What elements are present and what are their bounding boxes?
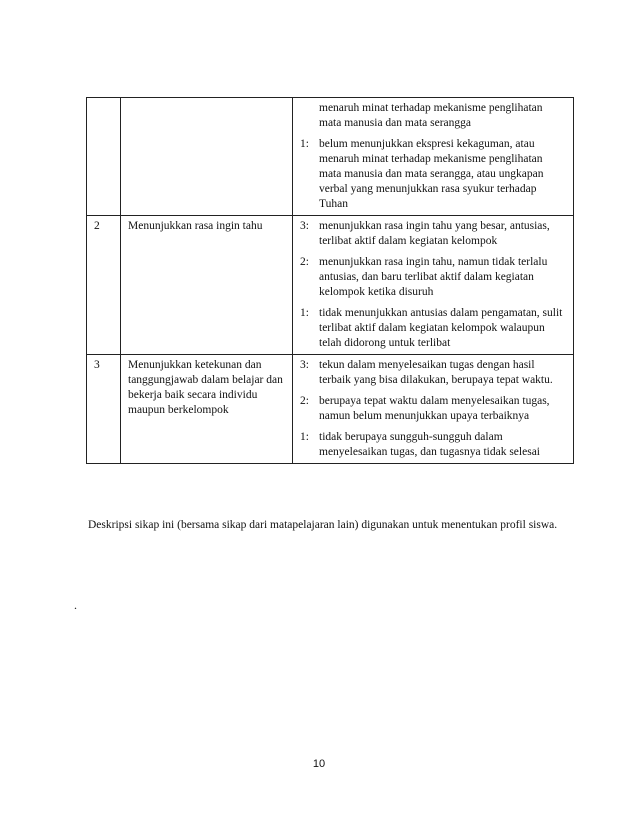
criteria-cell xyxy=(293,98,574,216)
criteria-item xyxy=(300,137,567,212)
rubric-table xyxy=(86,97,574,464)
criteria-cell xyxy=(293,355,574,464)
criteria-score: 3: xyxy=(300,359,309,371)
criteria-text: tidak berupaya sungguh-sungguh dalam menyelesaikan tugas, dan tugasnya tidak selesai xyxy=(319,431,540,458)
criteria-score: 2: xyxy=(300,256,309,268)
criteria-text: menaruh minat terhadap mekanisme penglihatan mata manusia dan mata serangga xyxy=(319,102,543,129)
row-number-cell xyxy=(87,98,121,216)
criteria-cell xyxy=(293,216,574,355)
criteria-score: 1: xyxy=(300,307,309,319)
criteria-score: 2: xyxy=(300,395,309,407)
aspect-cell: Menunjukkan ketekunan dan tanggungjawab dalam belajar dan bekerja baik secara individu maupun berkelompok xyxy=(121,355,293,464)
page-number: 10 xyxy=(312,758,326,770)
table-row xyxy=(87,98,574,216)
criteria-item xyxy=(300,430,567,460)
criteria-score: 1: xyxy=(300,138,309,150)
criteria-score: 1: xyxy=(300,431,309,443)
aspect-cell xyxy=(121,98,293,216)
criteria-item xyxy=(300,394,567,424)
criteria-item xyxy=(300,255,567,300)
criteria-item xyxy=(300,306,567,351)
criteria-text: tidak menunjukkan antusias dalam pengamatan, sulit terlibat aktif dalam kegiatan kelompok walaupun telah didorong untuk terlibat xyxy=(319,307,563,349)
row-number-cell: 3 xyxy=(87,355,121,464)
table-row xyxy=(87,355,574,464)
description-paragraph: Deskripsi sikap ini (bersama sikap dari matapelajaran lain) digunakan untuk menentukan profil siswa. xyxy=(88,518,558,531)
criteria-score xyxy=(300,101,319,131)
criteria-text: menunjukkan rasa ingin tahu, namun tidak terlalu antusias, dan baru terlibat aktif dalam kegiatan kelompok ketika disuruh xyxy=(319,256,548,298)
aspect-cell: Menunjukkan rasa ingin tahu xyxy=(121,216,293,355)
criteria-item xyxy=(300,219,567,249)
criteria-text: tekun dalam menyelesaikan tugas dengan hasil terbaik yang bisa dilakukan, berupaya tepat waktu. xyxy=(319,359,553,386)
criteria-text: menunjukkan rasa ingin tahu yang besar, antusias, terlibat aktif dalam kegiatan kelompok xyxy=(319,220,550,247)
criteria-text: belum menunjukkan ekspresi kekaguman, atau menaruh minat terhadap mekanisme penglihatan mata manusia dan mata serangga, atau ungkapan verbal yang menunjukkan rasa syukur terhadap Tuhan xyxy=(319,138,544,210)
criteria-item xyxy=(300,101,567,131)
stray-mark: . xyxy=(74,598,77,612)
table-row xyxy=(87,216,574,355)
criteria-text: berupaya tepat waktu dalam menyelesaikan tugas, namun belum menunjukkan upaya terbaiknya xyxy=(319,395,550,422)
row-number-cell: 2 xyxy=(87,216,121,355)
criteria-score: 3: xyxy=(300,220,309,232)
criteria-item xyxy=(300,358,567,388)
